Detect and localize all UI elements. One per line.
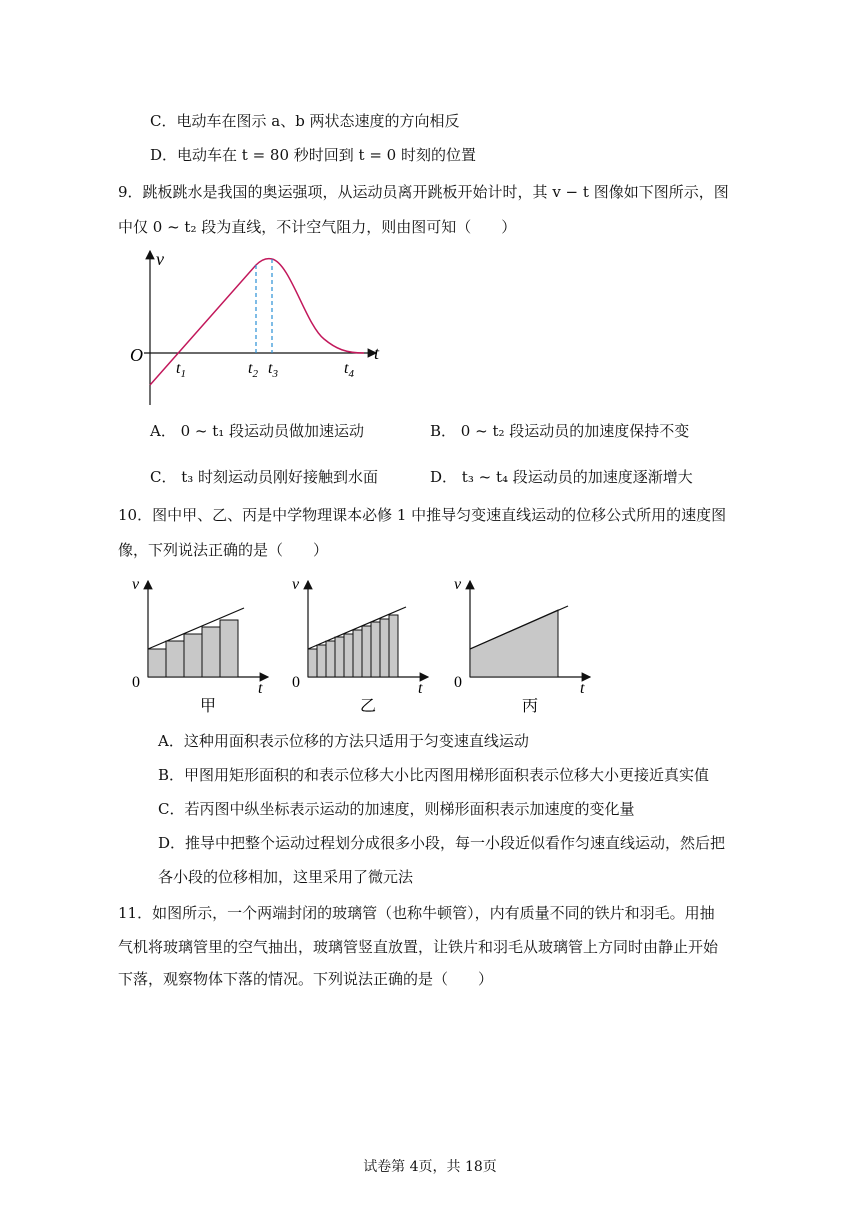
caption-bing: 丙 — [522, 698, 539, 715]
q10-option-d-line2: 各小段的位移相加，这里采用了微元法 — [158, 868, 414, 886]
jia-rect-1 — [148, 649, 166, 677]
svg-text:v: v — [132, 576, 140, 593]
q9-option-c: C． t₃ 时刻运动员刚好接触到水面 — [150, 468, 379, 486]
q11-stem-line1: 11．如图所示，一个两端封闭的玻璃管（也称牛顿管），内有质量不同的铁片和羽毛。用抽 — [118, 904, 715, 922]
svg-text:t: t — [418, 680, 423, 697]
q9-stem-line2: 中仅 0 ~ t₂ 段为直线，不计空气阻力，则由图可知（ ） — [118, 218, 517, 236]
q9-tick-t3: $t_3$ — [268, 360, 278, 380]
q10-graph-jia — [126, 575, 276, 717]
svg-text:v: v — [292, 576, 300, 593]
caption-yi: 乙 — [360, 698, 377, 715]
q10-graph-bing — [448, 575, 598, 717]
q10-graph-yi — [286, 575, 436, 717]
q9-vt-graph — [118, 245, 398, 410]
q10-stem-line2: 像，下列说法正确的是（ ） — [118, 541, 329, 559]
prev-option-d: D．电动车在 t = 80 秒时回到 t = 0 时刻的位置 — [150, 146, 476, 164]
svg-text:0: 0 — [454, 674, 462, 691]
jia-rect-4 — [202, 627, 220, 677]
q9-tick-t2: $t_2$ — [248, 360, 258, 380]
q9-option-d: D． t₃ ~ t₄ 段运动员的加速度逐渐增大 — [430, 468, 693, 486]
q9-velocity-curve — [150, 259, 364, 385]
q9-x-label: t — [374, 343, 380, 363]
jia-rect-2 — [166, 641, 184, 677]
jia-rect-5 — [220, 620, 238, 677]
svg-text:0: 0 — [292, 674, 300, 691]
q9-tick-t4: $t_4$ — [344, 360, 354, 380]
prev-option-c: C．电动车在图示 a、b 两状态速度的方向相反 — [150, 112, 460, 130]
q9-option-b: B． 0 ~ t₂ 段运动员的加速度保持不变 — [430, 422, 690, 440]
q9-option-a: A． 0 ~ t₁ 段运动员做加速运动 — [150, 422, 365, 440]
q10-option-c: C．若丙图中纵坐标表示运动的加速度，则梯形面积表示加速度的变化量 — [158, 800, 635, 818]
q11-stem-line2: 气机将玻璃管里的空气抽出，玻璃管竖直放置，让铁片和羽毛从玻璃管上方同时由静止开始 — [118, 938, 719, 956]
q10-option-d-line1: D．推导中把整个运动过程划分成很多小段，每一小段近似看作匀速直线运动，然后把 — [158, 834, 726, 852]
caption-jia: 甲 — [200, 698, 217, 715]
q11-stem-line3: 下落，观察物体下落的情况。下列说法正确的是（ ） — [118, 970, 494, 988]
svg-text:0: 0 — [132, 674, 140, 691]
q9-origin-label: O — [130, 345, 143, 365]
svg-text:v: v — [454, 576, 462, 593]
svg-text:t: t — [580, 680, 585, 697]
page-footer: 试卷第 4页，共 18页 — [363, 1159, 497, 1175]
q9-y-label: v — [156, 249, 164, 269]
q9-tick-t1: $t_1$ — [176, 360, 186, 380]
q10-option-b: B．甲图用矩形面积的和表示位移大小比丙图用梯形面积表示位移大小更接近真实值 — [158, 766, 710, 784]
jia-rect-3 — [184, 634, 202, 677]
svg-text:t: t — [258, 680, 263, 697]
q10-option-a: A．这种用面积表示位移的方法只适用于匀变速直线运动 — [158, 732, 529, 750]
q10-stem-line1: 10．图中甲、乙、丙是中学物理课本必修 1 中推导匀变速直线运动的位移公式所用的速度图 — [118, 506, 727, 524]
q9-stem-line1: 9．跳板跳水是我国的奥运强项，从运动员离开跳板开始计时，其 v − t 图像如下图所示，图 — [118, 183, 729, 201]
